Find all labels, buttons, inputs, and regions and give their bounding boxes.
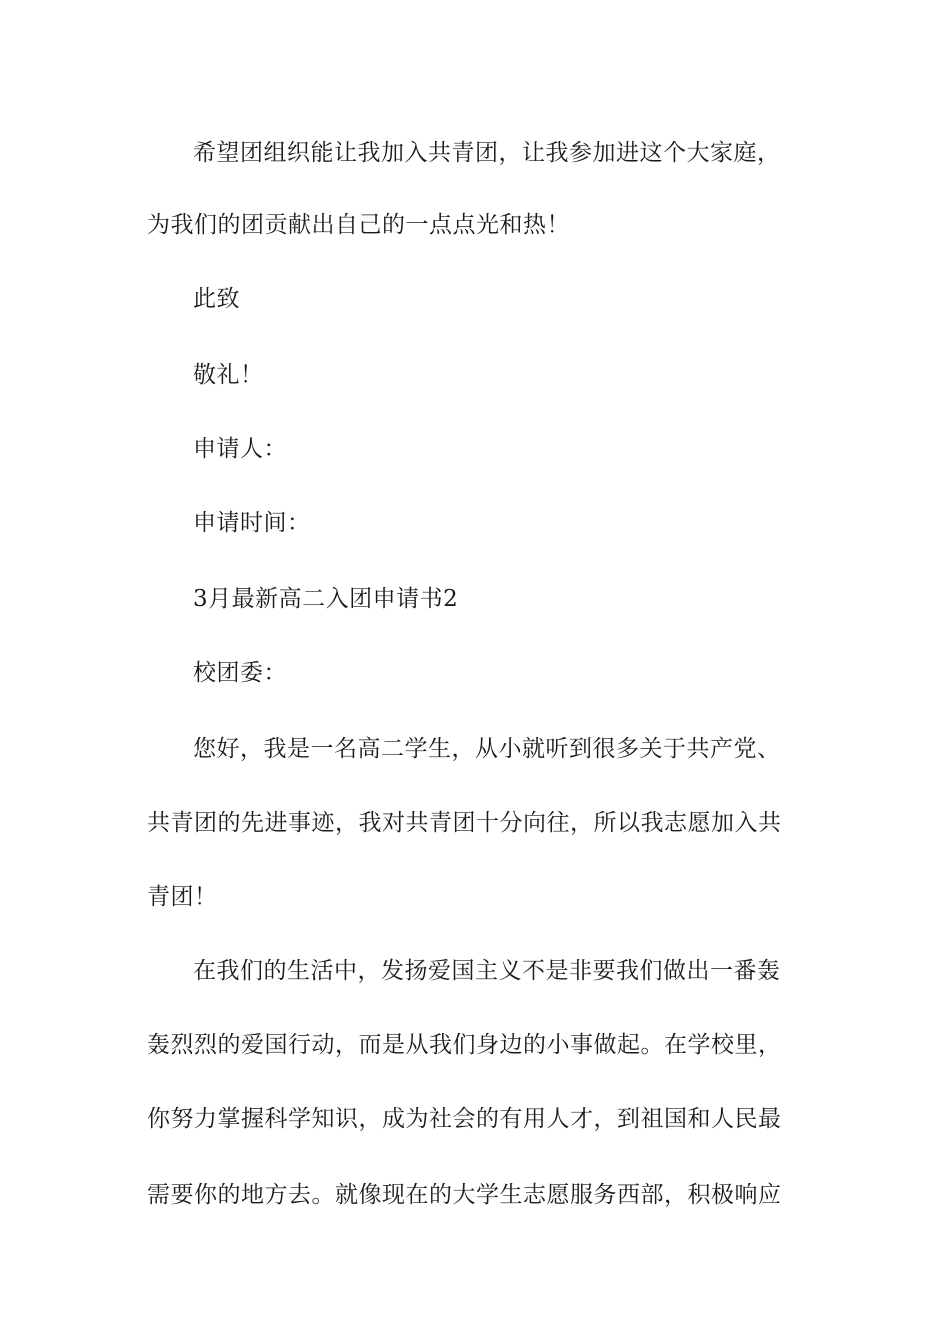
paragraph-line: 希望团组织能让我加入共青团，让我参加进这个大家庭， bbox=[193, 140, 781, 166]
closing-regards: 敬礼！ bbox=[193, 362, 264, 388]
application-date-label: 申请时间： bbox=[193, 510, 311, 536]
paragraph-line: 轰烈烈的爱国行动，而是从我们身边的小事做起。在学校里， bbox=[147, 1032, 782, 1058]
applicant-label: 申请人： bbox=[193, 436, 287, 462]
paragraph-line: 您好，我是一名高二学生，从小就听到很多关于共产党、 bbox=[193, 736, 781, 762]
closing-salutation: 此致 bbox=[193, 286, 240, 312]
paragraph-line: 需要你的地方去。就像现在的大学生志愿服务西部，积极响应 bbox=[147, 1182, 782, 1208]
paragraph-line: 青团！ bbox=[147, 884, 218, 910]
recipient: 校团委： bbox=[193, 660, 287, 686]
paragraph-line: 共青团的先进事迹，我对共青团十分向往，所以我志愿加入共 bbox=[147, 810, 782, 836]
section-title: 3月最新高二入团申请书2 bbox=[193, 586, 459, 612]
paragraph-line: 为我们的团贡献出自己的一点点光和热！ bbox=[147, 212, 570, 238]
paragraph-line: 你努力掌握科学知识，成为社会的有用人才，到祖国和人民最 bbox=[147, 1106, 782, 1132]
paragraph-line: 在我们的生活中，发扬爱国主义不是非要我们做出一番轰 bbox=[193, 958, 781, 984]
